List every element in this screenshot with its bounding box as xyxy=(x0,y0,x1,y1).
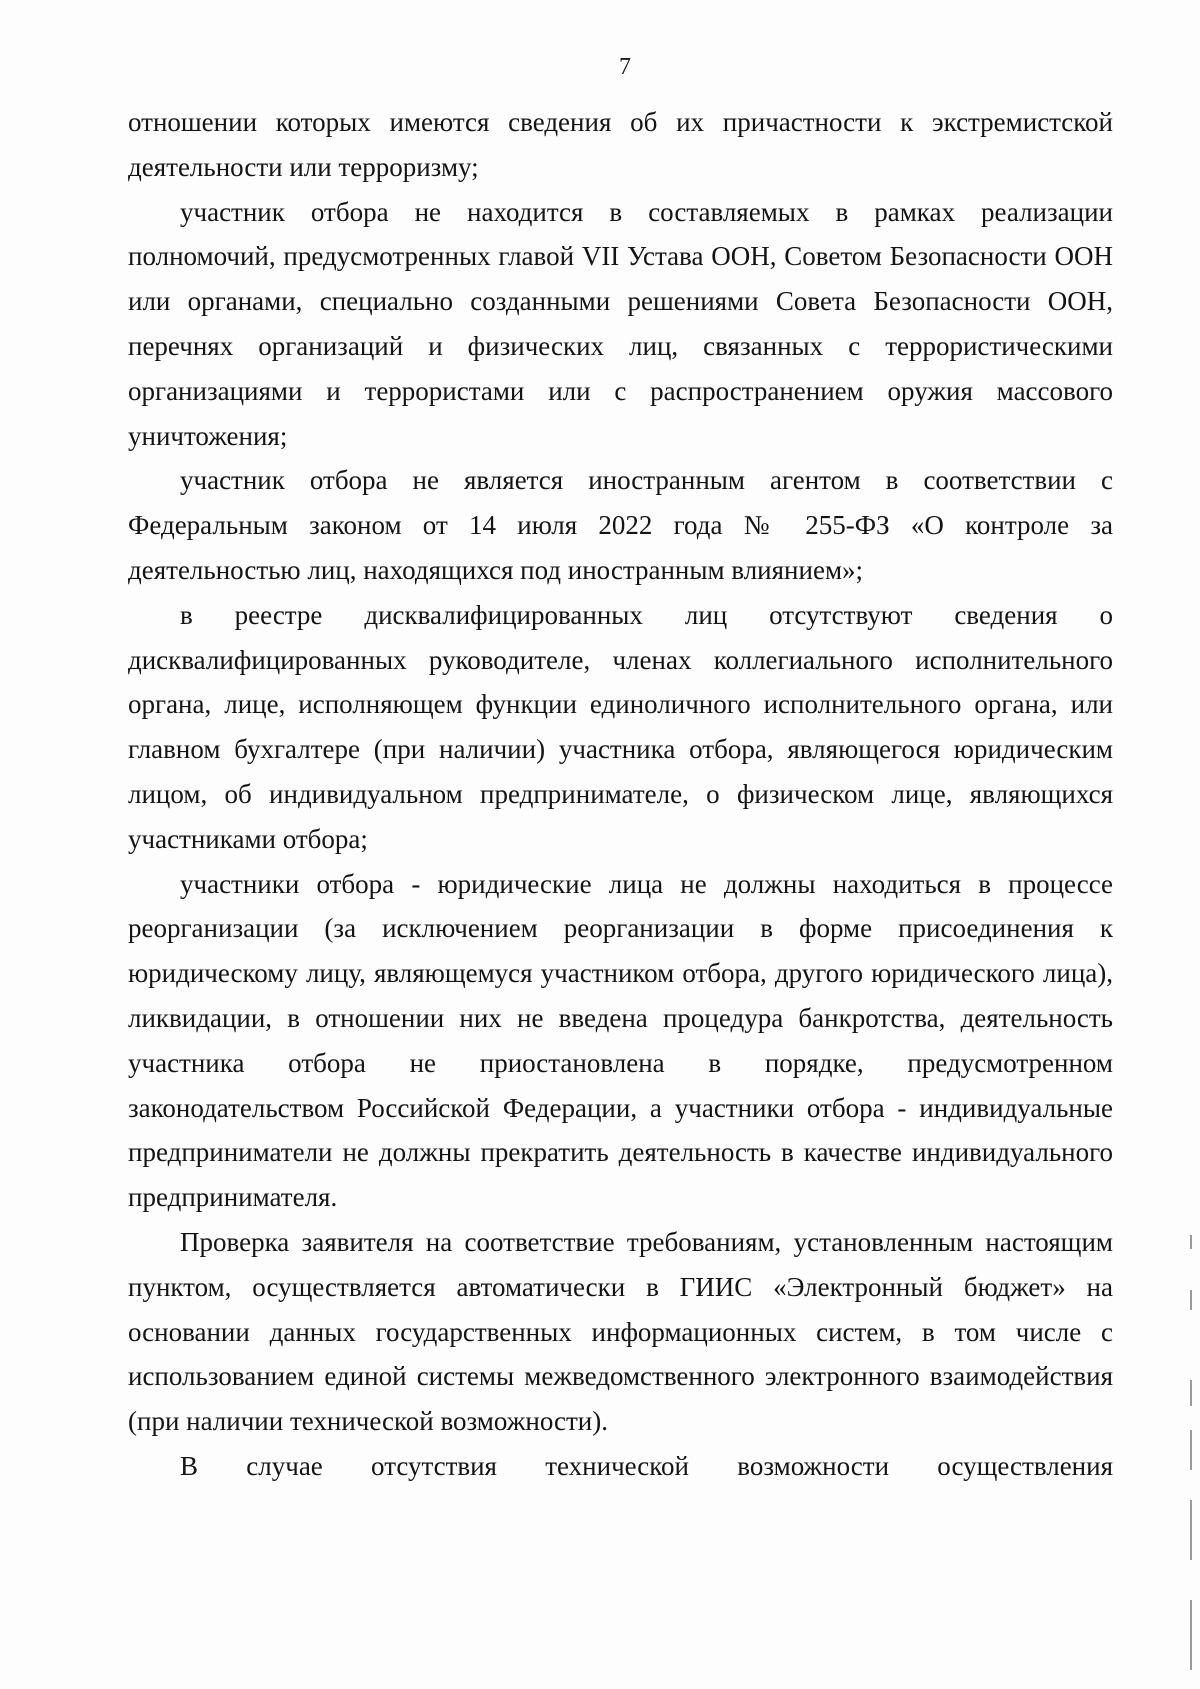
scan-artifact-line xyxy=(1190,1500,1192,1560)
document-body xyxy=(128,100,1113,1489)
scan-artifact-line xyxy=(1190,1600,1192,1670)
scan-artifact-line xyxy=(1190,1235,1192,1249)
paragraph-foreign-agent: участник отбора не является иностранным агентом в соответствии с Федеральным законом от 14 июля 2022 года № 255-ФЗ «О контроле за деятельностью лиц, находящихся под иностранным влиянием»; xyxy=(128,465,1113,585)
paragraph-verification: Проверка заявителя на соответствие требованиям, установленным настоящим пунктом, осуществляется автоматически в ГИИС «Электронный бюджет» на основании данных государственных информационных систем, в том числе с использованием единой системы межведомственного электронного взаимодействия (при наличии технической возможности). xyxy=(128,1226,1113,1437)
paragraph-disqualified-persons: в реестре дисквалифицированных лиц отсутствуют сведения о дисквалифицированных руководителе, членах коллегиального исполнительного органа, лице, исполняющем функции единоличного исполнительного органа, или главном бухгалтере (при наличии) участника отбора, являющегося юридическим лицом, об индивидуальном предпринимателе, о физическом лице, являющихся участниками отбора; xyxy=(128,599,1113,854)
scan-artifact-line xyxy=(1190,1430,1192,1470)
paragraph-un-sanctions: участник отбора не находится в составляемых в рамках реализации полномочий, предусмотренных главой VII Устава ООН, Советом Безопасности ООН или органами, специально созданными решениями Совета Безопасности ООН, перечнях организаций и физических лиц, связанных с террористическими организациями и террористами или с распространением оружия массового уничтожения; xyxy=(128,196,1113,451)
paragraph-no-technical-possibility: В случае отсутствия технической возможности осуществления xyxy=(180,1450,1113,1481)
paragraph-reorganization: участники отбора - юридические лица не должны находиться в процессе реорганизации (за исключением реорганизации в форме присоединения к юридическому лицу, являющемуся участником отбора, другого юридического лица), ликвидации, в отношении них не введена процедура банкротства, деятельность участника отбора не приостановлена в порядке, предусмотренном законодательством Российской Федерации, а участники отбора - индивидуальные предприниматели не должны прекратить деятельность в качестве индивидуального предпринимателя. xyxy=(128,868,1113,1213)
scan-artifact-line xyxy=(1190,1380,1192,1406)
paragraph-continuation: отношении которых имеются сведения об их причастности к экстремистской деятельности или терроризму; xyxy=(128,107,1113,182)
page-number: 7 xyxy=(619,54,631,80)
scan-artifact-line xyxy=(1190,1290,1192,1310)
